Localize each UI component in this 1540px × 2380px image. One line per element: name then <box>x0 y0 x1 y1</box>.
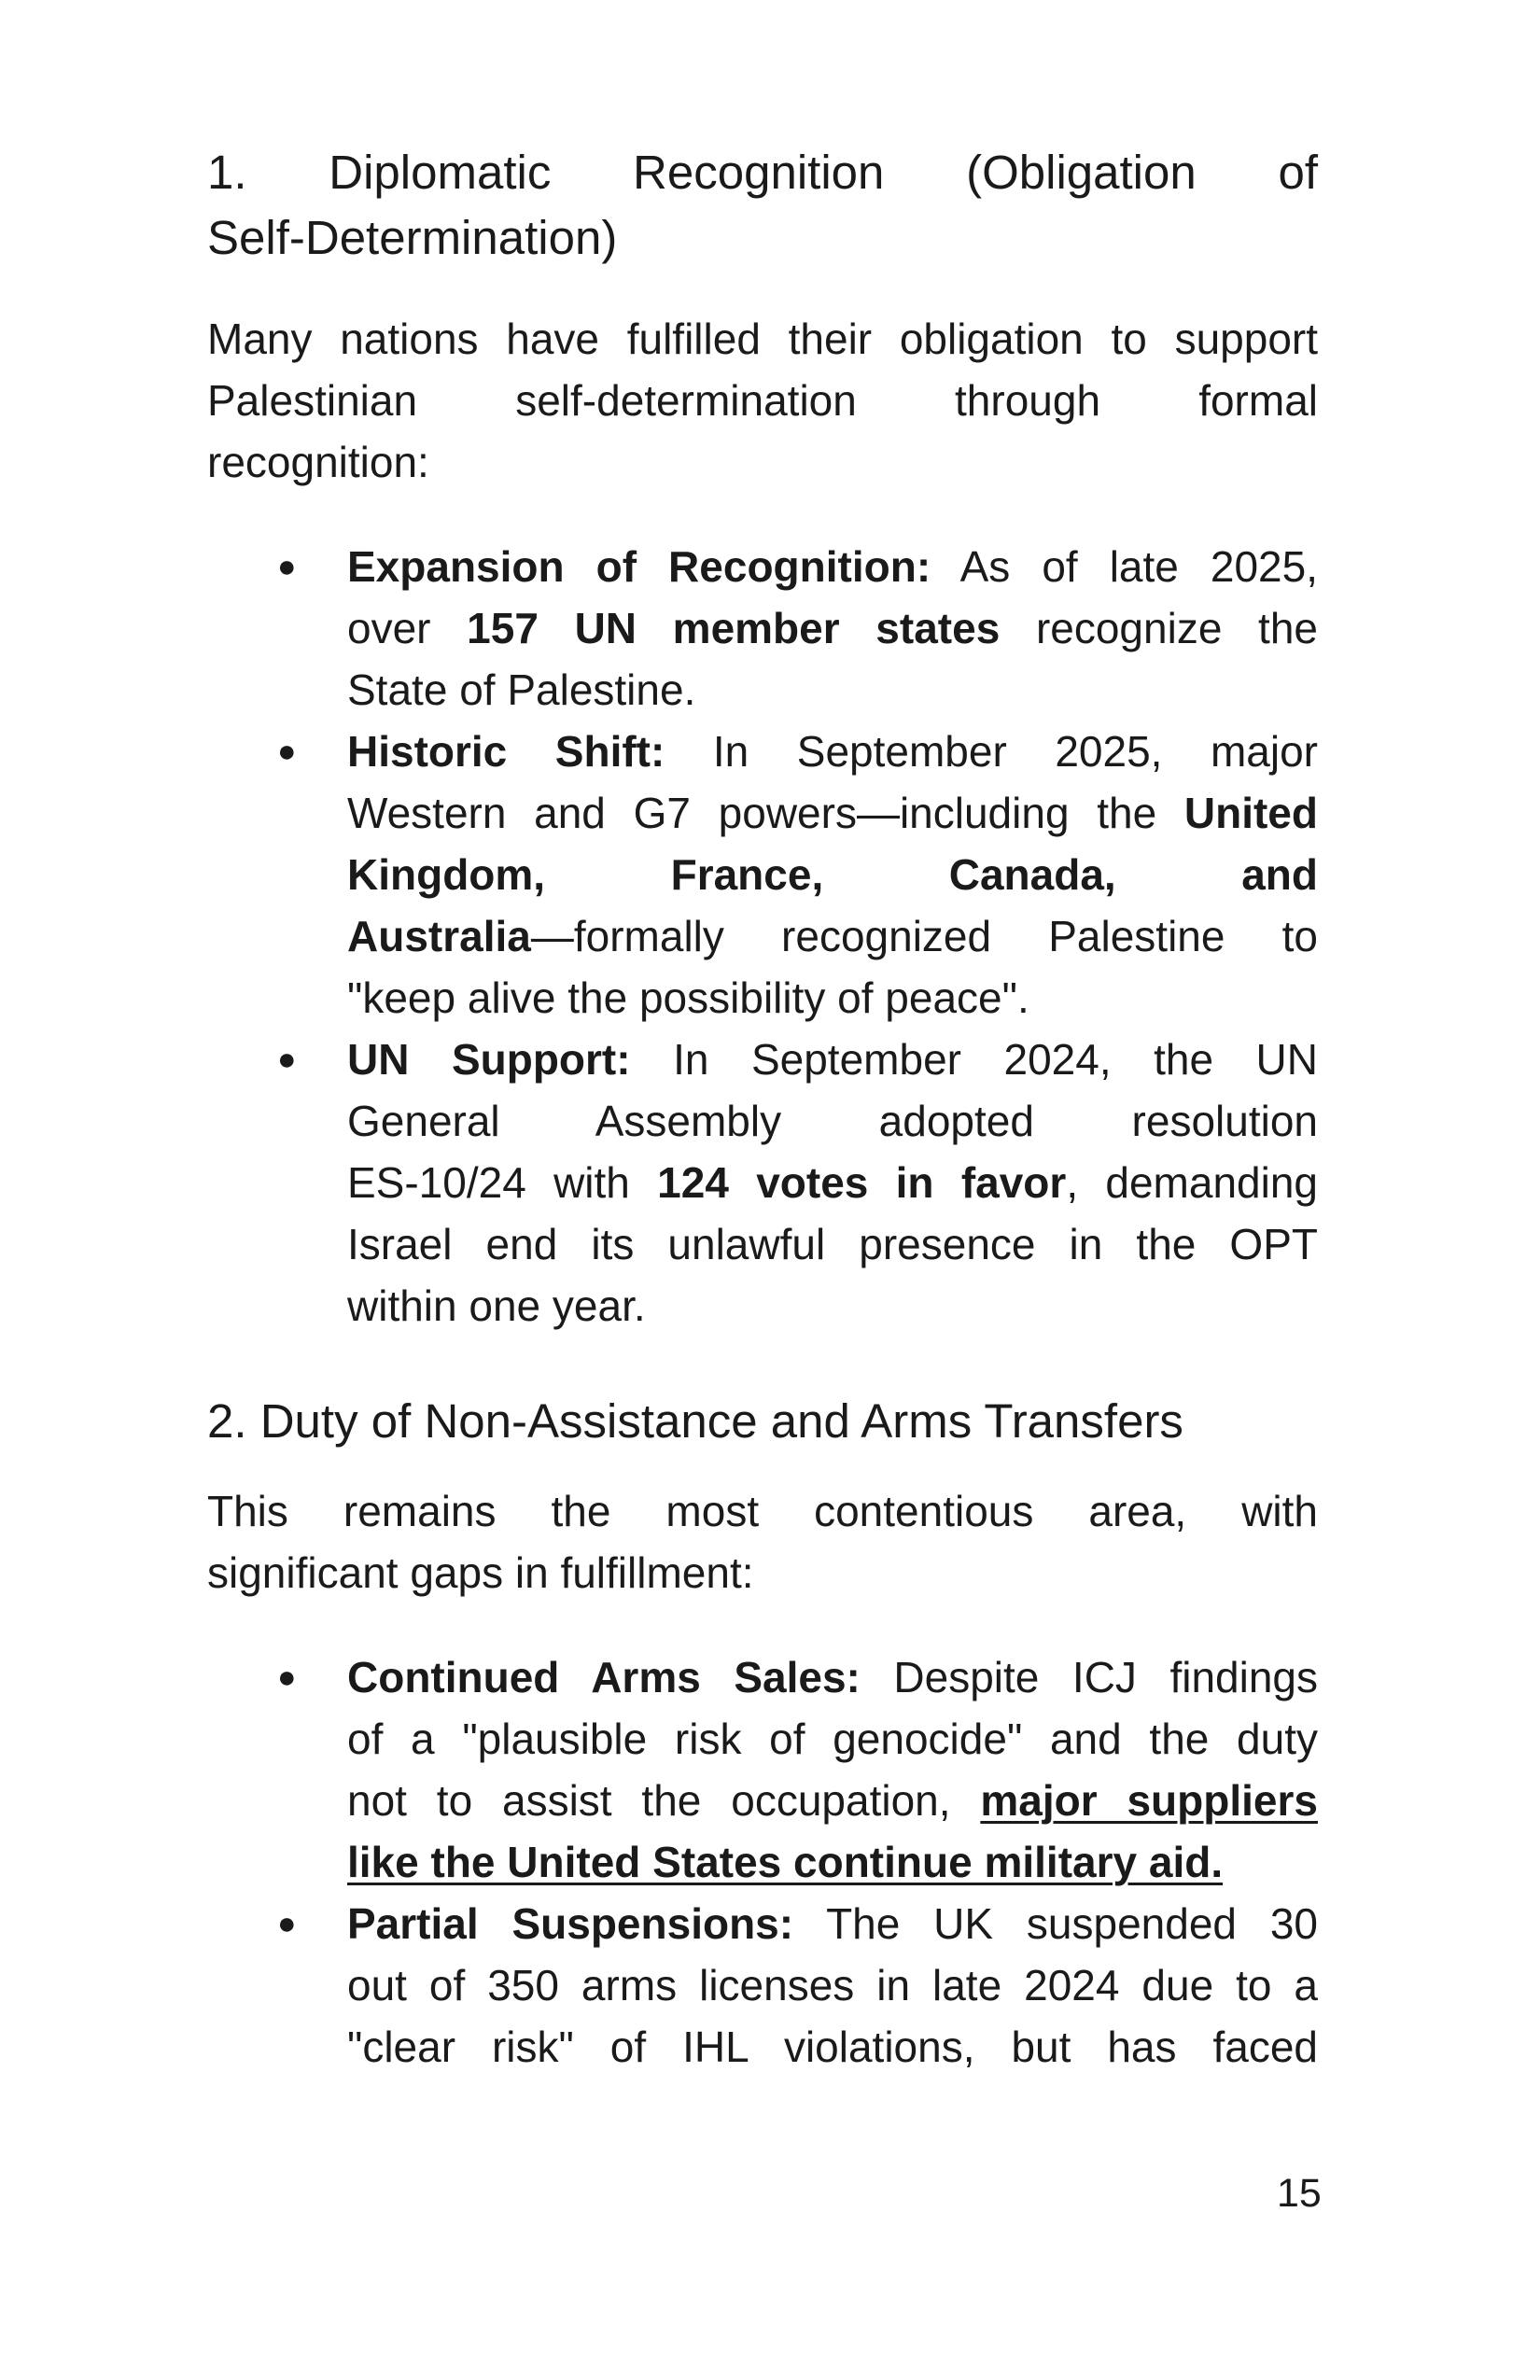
text: over <box>347 604 468 652</box>
text: Despite ICJ findings <box>860 1653 1318 1701</box>
bullet-dot-icon: ● <box>277 1659 297 1695</box>
text: As of late 2025, <box>931 542 1318 591</box>
bullet-item <box>277 1029 1319 1337</box>
text: recognize the <box>1000 604 1319 652</box>
text: "clear risk" of IHL violations, but has faced <box>347 2023 1318 2071</box>
text: The UK suspended 30 <box>793 1899 1319 1948</box>
bullet-line <box>347 597 1318 659</box>
bold-text: Historic Shift: <box>347 727 665 776</box>
bullet-item <box>277 536 1319 721</box>
bullet-line <box>347 1152 1318 1213</box>
bold-underlined-text: like the United States continue military aid. <box>347 1838 1224 1886</box>
bullet-line <box>347 1831 1318 1893</box>
text: of a "plausible risk of genocide" and the duty <box>347 1715 1318 1763</box>
text: within one year. <box>347 1281 646 1330</box>
section-1-intro <box>207 308 1318 493</box>
section-2-intro <box>207 1480 1318 1603</box>
page-number: 15 <box>1277 2171 1322 2216</box>
bullet-dot-icon: ● <box>277 1906 297 1941</box>
bold-text: Partial Suspensions: <box>347 1899 794 1948</box>
section-2-intro-line: This remains the most contentious area, with <box>207 1487 1318 1535</box>
section-2-heading: 2. Duty of Non-Assistance and Arms Transfers <box>207 1394 1183 1448</box>
section-1-intro-line: recognition: <box>207 438 429 486</box>
bullet-dot-icon: ● <box>277 1042 297 1077</box>
bullet-line <box>347 782 1318 844</box>
bullet-line <box>347 905 1318 967</box>
text: In September 2024, the UN <box>630 1035 1319 1084</box>
text: State of Palestine. <box>347 665 696 714</box>
section-1-heading <box>207 140 1318 271</box>
section-1-heading-line2: Self-Determination) <box>207 211 618 264</box>
bullet-line <box>347 1893 1318 1954</box>
bullet-line <box>347 1275 1318 1337</box>
bullet-line <box>347 659 1318 721</box>
bullet-item <box>277 721 1318 1029</box>
section-2-intro-line: significant gaps in fulfillment: <box>207 1548 754 1597</box>
bullet-line <box>347 1029 1318 1090</box>
text: Western and G7 powers—including the <box>347 789 1184 837</box>
text: ES-10/24 with <box>347 1158 658 1207</box>
bullet-item <box>277 1646 1318 1893</box>
bullet-dot-icon: ● <box>277 549 297 584</box>
bold-text: 124 votes in favor <box>657 1158 1067 1207</box>
bold-text: Australia <box>347 912 531 960</box>
text: "keep alive the possibility of peace". <box>347 973 1029 1022</box>
section-1-heading-line1: 1. Diplomatic Recognition (Obligation of <box>207 146 1318 199</box>
bullet-line <box>347 844 1318 905</box>
section-1-intro-line: Many nations have fulfilled their obligation to support <box>207 315 1318 363</box>
section-2-bullet-list <box>207 1646 1318 2078</box>
document-page <box>207 140 1318 2078</box>
section-1-bullet-list <box>207 536 1318 1337</box>
bullet-item <box>277 1893 1319 2078</box>
bullet-dot-icon: ● <box>277 734 297 769</box>
bullet-line <box>347 536 1318 597</box>
bullet-line <box>347 2016 1318 2078</box>
section-1 <box>207 140 1318 1337</box>
bold-text: Expansion of Recognition: <box>347 542 931 591</box>
bullet-line <box>347 1770 1318 1831</box>
bullet-line <box>347 1090 1318 1152</box>
text: , demanding <box>1066 1158 1318 1207</box>
bold-text: 157 UN member states <box>467 604 1001 652</box>
text: In September 2025, major <box>665 727 1318 776</box>
bold-text: United <box>1183 789 1318 837</box>
section-1-intro-line: Palestinian self-determination through formal <box>207 376 1318 425</box>
bullet-line <box>347 721 1318 782</box>
text: out of 350 arms licenses in late 2024 due to a <box>347 1961 1318 2009</box>
section-2 <box>207 1389 1318 2078</box>
bullet-line <box>347 1708 1318 1770</box>
text: not to assist the occupation, <box>347 1776 981 1825</box>
bold-text: UN Support: <box>347 1035 631 1084</box>
bold-text: Kingdom, France, Canada, and <box>347 850 1318 899</box>
text: General Assembly adopted resolution <box>347 1097 1318 1145</box>
bullet-line <box>347 1213 1318 1275</box>
bullet-line <box>347 1646 1318 1708</box>
text: Israel end its unlawful presence in the OPT <box>347 1220 1318 1268</box>
bullet-line <box>347 967 1318 1029</box>
bold-underlined-text: major suppliers <box>980 1776 1318 1825</box>
text: —formally recognized Palestine to <box>530 912 1318 960</box>
bullet-line <box>347 1954 1318 2016</box>
bold-text: Continued Arms Sales: <box>347 1653 861 1701</box>
